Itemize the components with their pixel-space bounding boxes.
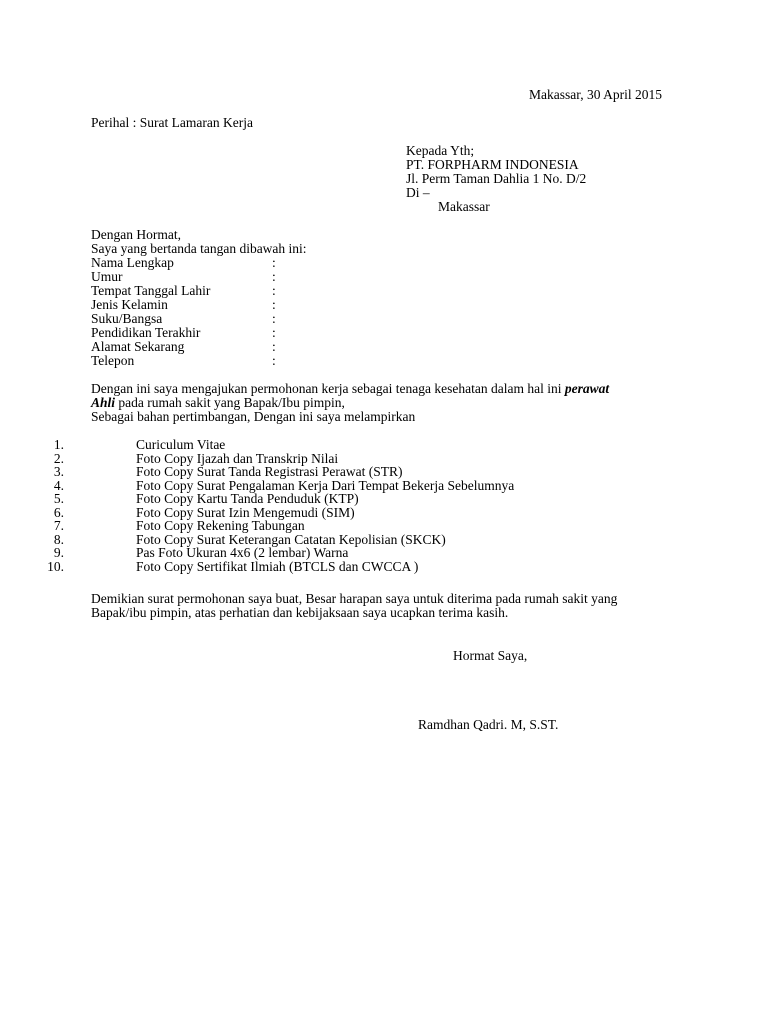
field-colon: :	[272, 339, 276, 354]
recipient-company: PT. FORPHARM INDONESIA	[406, 157, 579, 172]
recipient-block	[406, 144, 586, 214]
field-row	[91, 270, 291, 284]
field-colon: :	[272, 269, 276, 284]
list-text: Foto Copy Sertifikat Ilmiah (BTCLS dan CWCCA )	[136, 558, 419, 574]
list-number: 2.	[53, 450, 64, 466]
field-colon: :	[272, 311, 276, 326]
field-row	[91, 298, 291, 312]
field-row	[91, 284, 291, 298]
place-date: Makassar, 30 April 2015	[529, 87, 662, 102]
list-item	[53, 504, 696, 520]
salutation: Dengan Hormat,	[91, 227, 181, 242]
list-number: 6.	[53, 504, 64, 520]
attachments-list	[47, 437, 696, 574]
field-label: Pendidikan Terakhir	[91, 325, 201, 340]
application-text: Dengan ini saya mengajukan permohonan kerja sebagai tenaga kesehatan dalam hal ini	[91, 381, 562, 396]
application-paragraph	[91, 382, 609, 424]
list-number: 9.	[53, 545, 64, 560]
field-label: Tempat Tanggal Lahir	[91, 283, 211, 298]
list-item	[47, 558, 696, 574]
field-label: Suku/Bangsa	[91, 311, 163, 326]
intro-line: Saya yang bertanda tangan dibawah ini:	[91, 241, 307, 256]
field-colon: :	[272, 283, 276, 298]
list-text: Curiculum Vitae	[136, 437, 226, 452]
recipient-greeting: Kepada Yth;	[406, 143, 475, 158]
list-item	[53, 477, 696, 493]
field-label: Alamat Sekarang	[91, 339, 185, 354]
list-text: Foto Copy Ijazah dan Transkrip Nilai	[136, 450, 339, 466]
subject-line: Perihal : Surat Lamaran Kerja	[91, 115, 253, 130]
closing-paragraph	[91, 592, 617, 620]
field-row	[91, 312, 291, 326]
list-text: Foto Copy Surat Izin Mengemudi (SIM)	[136, 504, 355, 520]
list-text: Foto Copy Surat Keterangan Catatan Kepolisian (SKCK)	[136, 531, 446, 547]
sign-off: Hormat Saya,	[453, 648, 528, 663]
list-number: 10.	[47, 558, 64, 574]
list-text: Pas Foto Ukuran 4x6 (2 lembar) Warna	[136, 545, 349, 560]
position-highlight: perawat	[564, 381, 610, 396]
list-number: 1.	[53, 437, 64, 452]
field-colon: :	[272, 255, 276, 270]
field-colon: :	[272, 353, 276, 368]
list-item	[53, 491, 696, 506]
list-item	[53, 545, 696, 560]
list-item	[53, 450, 696, 466]
list-number: 3.	[53, 464, 64, 479]
list-item	[53, 531, 696, 547]
position-highlight: Ahli	[91, 395, 116, 410]
field-label: Nama Lengkap	[91, 255, 174, 270]
list-number: 5.	[53, 491, 64, 506]
list-text: Foto Copy Surat Pengalaman Kerja Dari Tempat Bekerja Sebelumnya	[136, 477, 515, 493]
list-number: 8.	[53, 531, 64, 547]
list-text: Foto Copy Surat Tanda Registrasi Perawat (STR)	[136, 464, 403, 479]
field-label: Jenis Kelamin	[91, 297, 168, 312]
closing-line-2: Bapak/ibu pimpin, atas perhatian dan kebijaksaan saya ucapkan terima kasih.	[91, 605, 509, 620]
list-number: 4.	[53, 477, 64, 493]
recipient-di: Di –	[406, 185, 430, 200]
field-label: Umur	[91, 269, 123, 284]
closing-line-1: Demikian surat permohonan saya buat, Besar harapan saya untuk diterima pada rumah sakit yang	[91, 591, 618, 606]
application-line-2	[91, 396, 609, 410]
field-label: Telepon	[91, 353, 135, 368]
list-item	[53, 437, 696, 452]
application-line-1	[91, 382, 609, 396]
recipient-city: Makassar	[438, 199, 490, 214]
list-item	[53, 464, 696, 479]
field-row	[91, 340, 291, 354]
field-colon: :	[272, 325, 276, 340]
field-row	[91, 256, 291, 270]
field-row	[91, 326, 291, 340]
list-number: 7.	[53, 518, 64, 533]
recipient-address: Jl. Perm Taman Dahlia 1 No. D/2	[406, 171, 587, 186]
field-colon: :	[272, 297, 276, 312]
list-item	[53, 518, 696, 533]
application-line-3: Sebagai bahan pertimbangan, Dengan ini saya melampirkan	[91, 409, 416, 424]
field-row	[91, 354, 291, 368]
list-text: Foto Copy Kartu Tanda Penduduk (KTP)	[136, 491, 359, 506]
application-text: pada rumah sakit yang Bapak/Ibu pimpin,	[118, 395, 345, 410]
list-text: Foto Copy Rekening Tabungan	[136, 518, 305, 533]
signer-name: Ramdhan Qadri. M, S.ST.	[418, 717, 559, 732]
personal-fields	[91, 256, 291, 368]
